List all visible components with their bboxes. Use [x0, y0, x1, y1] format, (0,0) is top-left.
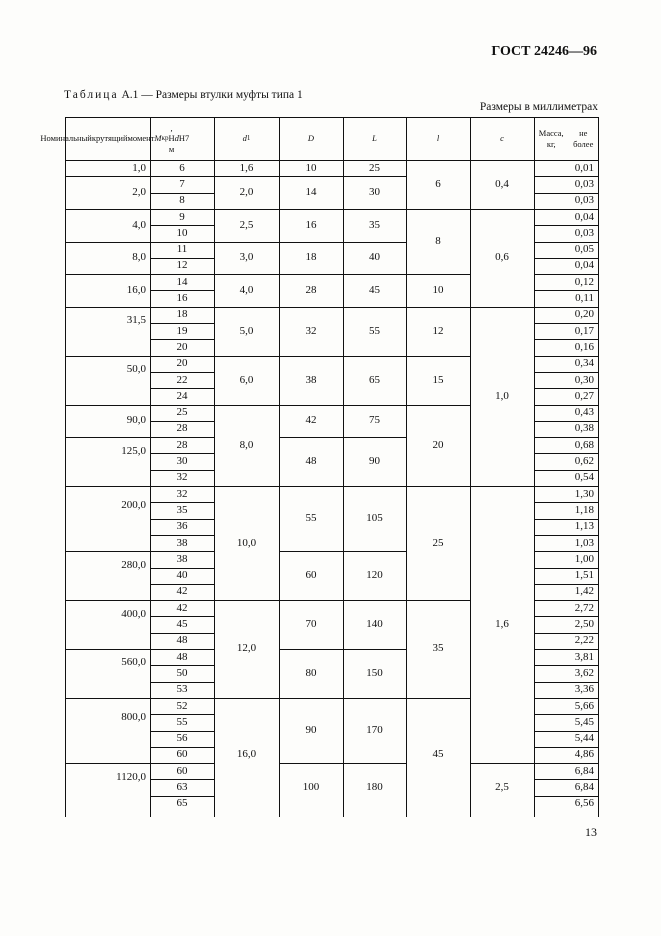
- d1-cell: 6,0: [239, 373, 254, 386]
- bore-diameter-cell: 35: [176, 503, 188, 516]
- c-cell: 2,5: [495, 781, 509, 794]
- bore-diameter-cell: 32: [176, 487, 188, 500]
- document-code: ГОСТ 24246—96: [491, 44, 597, 59]
- torque-cell: 400,0: [121, 607, 146, 620]
- torque-cell: 90,0: [126, 414, 146, 427]
- bore-diameter-cell: 60: [176, 748, 188, 761]
- l-group-border: [406, 405, 471, 406]
- l-group-border: [406, 274, 471, 275]
- D-group-border: [279, 551, 344, 552]
- torque-group-border: [65, 307, 151, 308]
- bore-diameter-cell: 16: [176, 292, 188, 305]
- D-group-border: [279, 486, 344, 487]
- D-group-border: [279, 405, 344, 406]
- L-group-border: [343, 437, 407, 438]
- D-cell: 90: [305, 723, 317, 736]
- L-cell: 35: [369, 218, 380, 231]
- D-cell: 16: [305, 218, 317, 231]
- mass-cell: 5,66: [574, 699, 594, 712]
- D-group-border: [279, 763, 344, 764]
- D-cell: 32: [305, 324, 317, 337]
- mass-cell: 0,01: [574, 161, 594, 174]
- torque-cell: 280,0: [121, 558, 146, 571]
- torque-group-border: [65, 551, 151, 552]
- c-group-border: [470, 763, 535, 764]
- mass-cell: 1,13: [574, 520, 594, 533]
- mass-cell: 1,03: [574, 536, 594, 549]
- mass-cell: 4,86: [574, 748, 594, 761]
- c-group-border: [470, 307, 535, 308]
- D-cell: 38: [305, 373, 317, 386]
- torque-group-border: [65, 209, 151, 210]
- D-cell: 28: [305, 283, 317, 296]
- mass-cell: 0,30: [574, 373, 594, 386]
- mass-cell: 3,36: [574, 683, 594, 696]
- bore-diameter-cell: 48: [176, 650, 188, 663]
- L-group-border: [343, 307, 407, 308]
- torque-cell: 200,0: [121, 499, 146, 512]
- c-cell: 0,6: [495, 251, 509, 264]
- l-cell: 12: [432, 324, 444, 337]
- header-d1: [214, 117, 279, 160]
- L-group-border: [343, 209, 407, 210]
- bore-diameter-cell: 8: [179, 194, 185, 207]
- d1-group-border: [214, 209, 280, 210]
- d1-cell: 16,0: [236, 748, 257, 761]
- header-l: [406, 117, 470, 160]
- l-cell: 25: [432, 536, 444, 549]
- bore-diameter-cell: 28: [176, 438, 188, 451]
- header-L-symbol: L: [372, 133, 377, 144]
- mass-cell: 5,44: [574, 732, 594, 745]
- l-cell: 15: [432, 373, 444, 386]
- l-group-border: [406, 698, 471, 699]
- bore-diameter-cell: 40: [176, 569, 188, 582]
- mass-cell: 0,05: [574, 243, 594, 256]
- torque-group-border: [65, 437, 151, 438]
- bore-diameter-cell: 63: [176, 781, 188, 794]
- L-cell: 90: [369, 455, 380, 468]
- mass-cell: 2,50: [574, 618, 594, 631]
- L-cell: 170: [366, 723, 383, 736]
- bore-diameter-cell: 20: [176, 357, 188, 370]
- L-group-border: [343, 356, 407, 357]
- header-mass: [534, 117, 598, 160]
- L-cell: 40: [369, 251, 380, 264]
- torque-cell: 2,0: [132, 186, 146, 199]
- header-D-symbol: D: [307, 133, 315, 144]
- mass-cell: 0,03: [574, 194, 594, 207]
- mass-cell: 1,30: [574, 487, 594, 500]
- l-cell: 45: [432, 748, 444, 761]
- c-group-border: [470, 209, 535, 210]
- bore-diameter-cell: 19: [176, 324, 188, 337]
- D-cell: 70: [305, 618, 317, 631]
- header-d1-symbol: d: [242, 133, 247, 144]
- header-c: [470, 117, 534, 160]
- mass-cell: 0,11: [575, 292, 594, 305]
- mass-cell: 1,42: [574, 585, 594, 598]
- mass-cell: 0,34: [574, 357, 594, 370]
- L-group-border: [343, 763, 407, 764]
- L-cell: 75: [369, 414, 380, 427]
- header-mass-line2: не более: [573, 127, 594, 149]
- mass-cell: 0,12: [574, 275, 594, 288]
- d1-group-border: [214, 356, 280, 357]
- l-group-border: [406, 356, 471, 357]
- l-cell: 20: [432, 438, 444, 451]
- bore-diameter-cell: 55: [176, 715, 188, 728]
- page-number: 13: [585, 825, 597, 839]
- l-cell: 10: [432, 283, 444, 296]
- mass-cell: 0,20: [574, 308, 594, 321]
- D-group-border: [279, 698, 344, 699]
- torque-group-border: [65, 649, 151, 650]
- header-c-symbol: c: [500, 133, 504, 144]
- torque-group-border: [65, 242, 151, 243]
- d1-cell: 1,6: [239, 161, 254, 174]
- L-group-border: [343, 242, 407, 243]
- c-cell: 1,6: [495, 618, 509, 631]
- bore-diameter-cell: 52: [176, 699, 188, 712]
- mass-cell: 0,27: [574, 389, 594, 402]
- bore-diameter-cell: 30: [176, 455, 188, 468]
- mass-cell: 0,62: [574, 455, 594, 468]
- bore-diameter-cell: 25: [176, 406, 188, 419]
- torque-group-border: [65, 176, 151, 177]
- header-mass-line1: Масса, кг,: [538, 127, 564, 149]
- L-group-border: [343, 649, 407, 650]
- header-d-symbol: d: [174, 133, 179, 144]
- bore-diameter-cell: 65: [176, 797, 188, 810]
- torque-group-border: [65, 486, 151, 487]
- L-group-border: [343, 274, 407, 275]
- mass-cell: 1,00: [574, 552, 594, 565]
- bore-diameter-cell: 36: [176, 520, 188, 533]
- d1-group-border: [214, 600, 280, 601]
- mass-cell: 0,04: [574, 210, 594, 223]
- L-cell: 55: [369, 324, 380, 337]
- bore-diameter-cell: 7: [179, 177, 185, 190]
- bore-diameter-cell: 60: [176, 764, 188, 777]
- torque-cell: 50,0: [126, 363, 146, 376]
- L-cell: 150: [366, 666, 383, 679]
- c-cell: 0,4: [495, 177, 509, 190]
- mass-cell: 5,45: [574, 715, 594, 728]
- l-cell: 35: [432, 642, 444, 655]
- torque-cell: 31,5: [126, 314, 146, 327]
- mass-cell: 6,84: [574, 781, 594, 794]
- column-border-8: [598, 117, 599, 817]
- D-group-border: [279, 649, 344, 650]
- bore-diameter-cell: 18: [176, 308, 188, 321]
- D-cell: 14: [305, 186, 317, 199]
- bore-diameter-cell: 14: [176, 275, 188, 288]
- L-cell: 25: [369, 161, 380, 174]
- torque-cell: 16,0: [126, 283, 146, 296]
- d1-group-border: [214, 698, 280, 699]
- bore-diameter-cell: 48: [176, 634, 188, 647]
- mass-cell: 0,04: [574, 259, 594, 272]
- L-cell: 45: [369, 283, 380, 296]
- L-cell: 65: [369, 373, 380, 386]
- c-cell: 1,0: [495, 389, 509, 402]
- bore-diameter-cell: 24: [176, 389, 188, 402]
- bore-diameter-cell: 12: [176, 259, 188, 272]
- bore-diameter-cell: 53: [176, 683, 188, 696]
- L-cell: 120: [366, 569, 383, 582]
- bore-diameter-cell: 38: [176, 536, 188, 549]
- torque-cell: 4,0: [132, 218, 146, 231]
- L-cell: 180: [366, 781, 383, 794]
- mass-cell: 0,17: [574, 324, 594, 337]
- D-group-border: [279, 437, 344, 438]
- caption-number: А.1: [121, 89, 139, 101]
- header-torque-line1: Номинальный: [40, 133, 92, 144]
- bore-diameter-cell: 38: [176, 552, 188, 565]
- torque-cell: 125,0: [121, 444, 146, 457]
- l-group-border: [406, 600, 471, 601]
- D-cell: 100: [302, 781, 320, 794]
- d1-group-border: [214, 242, 280, 243]
- mass-cell: 3,81: [574, 650, 594, 663]
- bore-diameter-cell: 10: [176, 226, 188, 239]
- d1-group-border: [214, 405, 280, 406]
- header-l-symbol: l: [436, 133, 440, 144]
- header-torque-unit: , Н м: [168, 122, 175, 154]
- d1-cell: 8,0: [239, 438, 254, 451]
- torque-group-border: [65, 763, 151, 764]
- torque-cell: 800,0: [121, 711, 146, 724]
- d1-cell: 5,0: [239, 324, 254, 337]
- bore-diameter-cell: 28: [176, 422, 188, 435]
- bore-diameter-cell: 50: [176, 666, 188, 679]
- mass-cell: 0,03: [574, 226, 594, 239]
- D-group-border: [279, 242, 344, 243]
- c-group-border: [470, 486, 535, 487]
- L-group-border: [343, 698, 407, 699]
- d1-cell: 2,0: [239, 186, 254, 199]
- mass-cell: 0,54: [574, 471, 594, 484]
- torque-group-border: [65, 698, 151, 699]
- mass-cell: 6,56: [574, 797, 594, 810]
- D-group-border: [279, 307, 344, 308]
- d1-group-border: [214, 307, 280, 308]
- torque-group-border: [65, 274, 151, 275]
- bore-diameter-cell: 42: [176, 585, 188, 598]
- d1-cell: 12,0: [236, 642, 257, 655]
- D-group-border: [279, 600, 344, 601]
- torque-group-border: [65, 600, 151, 601]
- header-d: [150, 117, 214, 160]
- header-L: [343, 117, 406, 160]
- caption-title: — Размеры втулки муфты типа 1: [141, 89, 303, 101]
- d1-group-border: [214, 176, 280, 177]
- mass-cell: 2,72: [574, 601, 594, 614]
- d1-group-border: [214, 486, 280, 487]
- D-group-border: [279, 274, 344, 275]
- header-torque-line2: крутящий: [91, 133, 128, 144]
- header-torque-line3: момент: [127, 133, 155, 144]
- mass-cell: 1,18: [574, 503, 594, 516]
- bore-diameter-cell: 32: [176, 471, 188, 484]
- L-group-border: [343, 600, 407, 601]
- mass-cell: 6,84: [574, 764, 594, 777]
- D-cell: 48: [305, 455, 317, 468]
- D-cell: 55: [305, 512, 317, 525]
- l-group-border: [406, 307, 471, 308]
- units-note: Размеры в миллиметрах: [479, 101, 598, 113]
- header-torque: [40, 117, 175, 160]
- bore-diameter-cell: 45: [176, 618, 188, 631]
- D-cell: 18: [305, 251, 317, 264]
- l-group-border: [406, 209, 471, 210]
- l-cell: 6: [435, 177, 441, 190]
- mass-cell: 0,68: [574, 438, 594, 451]
- torque-group-border: [65, 356, 151, 357]
- header-torque-symbol: M: [154, 133, 162, 144]
- mass-cell: 0,03: [574, 177, 594, 190]
- D-cell: 60: [305, 569, 317, 582]
- torque-cell: 8,0: [132, 251, 146, 264]
- bore-diameter-cell: 42: [176, 601, 188, 614]
- l-cell: 8: [435, 234, 441, 247]
- D-cell: 10: [305, 161, 317, 174]
- D-group-border: [279, 356, 344, 357]
- mass-cell: 3,62: [574, 666, 594, 679]
- mass-cell: 1,51: [574, 569, 594, 582]
- d1-cell: 4,0: [239, 283, 254, 296]
- torque-group-border: [65, 405, 151, 406]
- mass-cell: 2,22: [574, 634, 594, 647]
- d1-cell: 10,0: [236, 536, 257, 549]
- header-torque-sub: кр: [161, 134, 169, 143]
- column-border-5: [406, 117, 407, 817]
- L-group-border: [343, 176, 407, 177]
- bore-diameter-cell: 20: [176, 340, 188, 353]
- d1-cell: 3,0: [239, 251, 254, 264]
- D-group-border: [279, 176, 344, 177]
- bore-diameter-cell: 56: [176, 732, 188, 745]
- header-D: [279, 117, 343, 160]
- l-group-border: [406, 486, 471, 487]
- d1-cell: 2,5: [239, 218, 254, 231]
- L-group-border: [343, 405, 407, 406]
- L-cell: 140: [366, 618, 383, 631]
- torque-cell: 560,0: [121, 656, 146, 669]
- D-cell: 42: [305, 414, 317, 427]
- D-group-border: [279, 209, 344, 210]
- d1-group-border: [214, 274, 280, 275]
- mass-cell: 0,16: [574, 340, 594, 353]
- L-group-border: [343, 486, 407, 487]
- caption-prefix: Таблица: [64, 89, 119, 101]
- column-border-6: [470, 117, 471, 817]
- bore-diameter-cell: 6: [179, 161, 185, 174]
- D-cell: 80: [305, 666, 317, 679]
- bore-diameter-cell: 22: [176, 373, 188, 386]
- L-cell: 30: [369, 186, 380, 199]
- bore-diameter-cell: 9: [179, 210, 185, 223]
- mass-cell: 0,38: [574, 422, 594, 435]
- bore-diameter-cell: 11: [176, 243, 188, 256]
- L-group-border: [343, 551, 407, 552]
- torque-cell: 1,0: [132, 161, 146, 174]
- L-cell: 105: [366, 512, 383, 525]
- torque-cell: 1120,0: [116, 770, 146, 783]
- mass-cell: 0,43: [574, 406, 594, 419]
- header-d1-sub: 1: [246, 134, 251, 143]
- header-d-tolerance: H7: [178, 133, 190, 144]
